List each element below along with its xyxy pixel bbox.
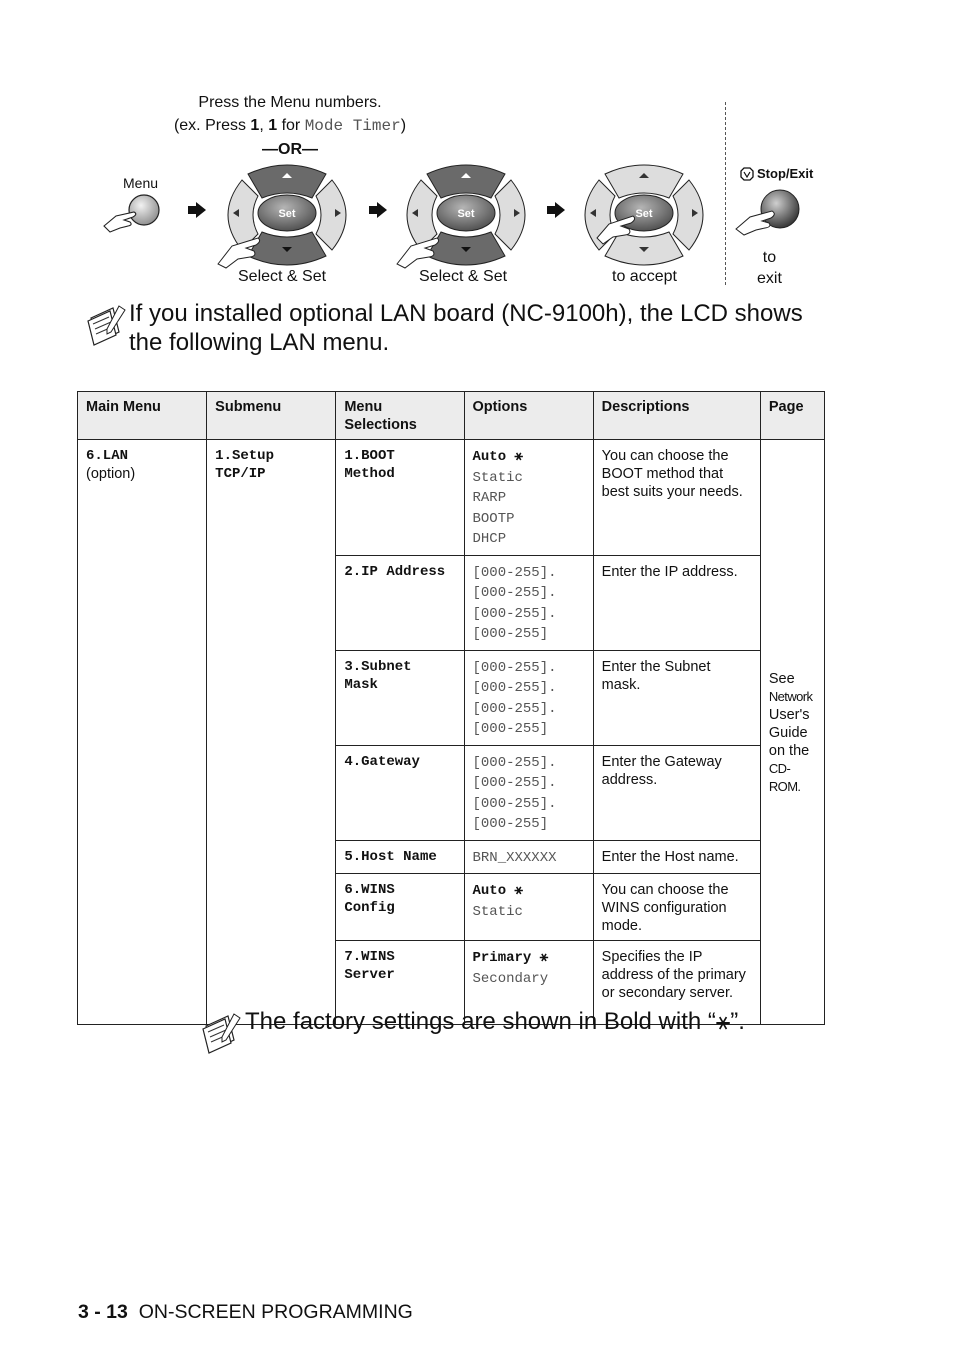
- description-cell: You can choose the BOOT method that best suits your needs.: [593, 440, 760, 556]
- header-descriptions: Descriptions: [593, 392, 760, 440]
- asterisk-icon: ⚹: [514, 883, 523, 899]
- note-icon: [85, 304, 127, 346]
- set-label: Set: [278, 208, 296, 220]
- note-factory-settings: The factory settings are shown in Bold with “⚹”.: [245, 1008, 745, 1035]
- options-cell: [000-255]. [000-255]. [000-255]. [000-255]: [464, 745, 593, 840]
- description-cell: Enter the Subnet mask.: [593, 650, 760, 745]
- section-title: ON-SCREEN PROGRAMMING: [138, 1301, 413, 1323]
- stop-exit-button-with-hand-icon[interactable]: [732, 187, 802, 237]
- options-cell: BRN_XXXXXX: [464, 840, 593, 874]
- selection-cell: 6.WINS Config: [336, 874, 464, 941]
- note-lan-board: If you installed optional LAN board (NC-9100h), the LCD shows the following LAN menu.: [129, 300, 803, 356]
- arrow-right-icon: [367, 200, 389, 220]
- page-footer: [78, 1301, 413, 1324]
- description-cell: Enter the Host name.: [593, 840, 760, 874]
- page-number: 3 - 13: [78, 1301, 128, 1323]
- or-label: —OR—: [262, 141, 318, 158]
- header-options: Options: [464, 392, 593, 440]
- selection-cell: 4.Gateway: [336, 745, 464, 840]
- instruction-line1: Press the Menu numbers.: [198, 94, 382, 111]
- header-menu-selections: Menu Selections: [336, 392, 464, 440]
- options-cell: Auto ⚹ Static: [464, 874, 593, 941]
- option-default: Auto ⚹: [472, 449, 523, 465]
- asterisk-icon: ⚹: [539, 950, 549, 966]
- table-row: [78, 440, 825, 556]
- option-default: Primary ⚹: [472, 950, 549, 966]
- options-cell: [000-255]. [000-255]. [000-255]. [000-255]: [464, 650, 593, 745]
- instruction-line2: (ex. Press 1, 1 for Mode Timer): [173, 117, 407, 135]
- selection-cell: 5.Host Name: [336, 840, 464, 874]
- set-label: Set: [457, 208, 475, 220]
- selection-cell: 3.Subnet Mask: [336, 650, 464, 745]
- set-label: Set: [635, 208, 653, 220]
- caption-select-set-2: Select & Set: [419, 268, 508, 285]
- selection-cell: 7.WINS Server: [336, 941, 464, 1025]
- description-cell: Enter the Gateway address.: [593, 745, 760, 840]
- description-cell: You can choose the WINS configuration mode.: [593, 874, 760, 941]
- options-cell: Primary ⚹ Secondary: [464, 941, 593, 1025]
- main-menu-sub: (option): [86, 466, 136, 482]
- selection-cell: 2.IP Address: [336, 555, 464, 650]
- arrow-right-icon: [186, 200, 208, 220]
- nav-pad-set[interactable]: [569, 160, 719, 270]
- header-main-menu: Main Menu: [78, 392, 207, 440]
- caption-select-set-1: Select & Set: [238, 268, 327, 285]
- main-menu-cell: [78, 440, 207, 1025]
- stop-exit-label: Stop/Exit: [740, 166, 813, 181]
- option-default: Auto ⚹: [472, 883, 523, 899]
- description-cell: Enter the IP address.: [593, 555, 760, 650]
- caption-to-exit: to exit: [757, 249, 782, 287]
- instruction-text: [150, 91, 430, 161]
- menu-label: Menu: [123, 175, 159, 191]
- page-cell: See Network User's Guide on the CD-ROM.: [760, 440, 824, 1025]
- header-page: Page: [760, 392, 824, 440]
- divider-dashed: [725, 102, 726, 285]
- asterisk-icon: ⚹: [715, 1008, 731, 1035]
- menu-button-with-hand-icon[interactable]: [100, 190, 170, 235]
- submenu-label: 1.Setup TCP/IP: [215, 448, 274, 482]
- lan-menu-table: [77, 391, 825, 1025]
- note-icon: [200, 1012, 242, 1054]
- asterisk-icon: ⚹: [514, 449, 523, 465]
- nav-pad-select-down[interactable]: [391, 160, 541, 270]
- arrow-right-icon: [545, 200, 567, 220]
- nav-pad-select-down[interactable]: [212, 160, 362, 270]
- caption-to-accept: to accept: [612, 268, 677, 285]
- header-submenu: Submenu: [207, 392, 336, 440]
- selection-cell: 1.BOOT Method: [336, 440, 464, 556]
- main-menu-code: 6.LAN: [86, 448, 129, 464]
- stop-octagon-icon: [740, 167, 754, 181]
- submenu-cell: [207, 440, 336, 1025]
- options-cell: Auto ⚹ Static RARP BOOTP DHCP: [464, 440, 593, 556]
- table-header-row: [78, 392, 825, 440]
- description-cell: Specifies the IP address of the primary or secondary server.: [593, 941, 760, 1025]
- options-cell: [000-255]. [000-255]. [000-255]. [000-255]: [464, 555, 593, 650]
